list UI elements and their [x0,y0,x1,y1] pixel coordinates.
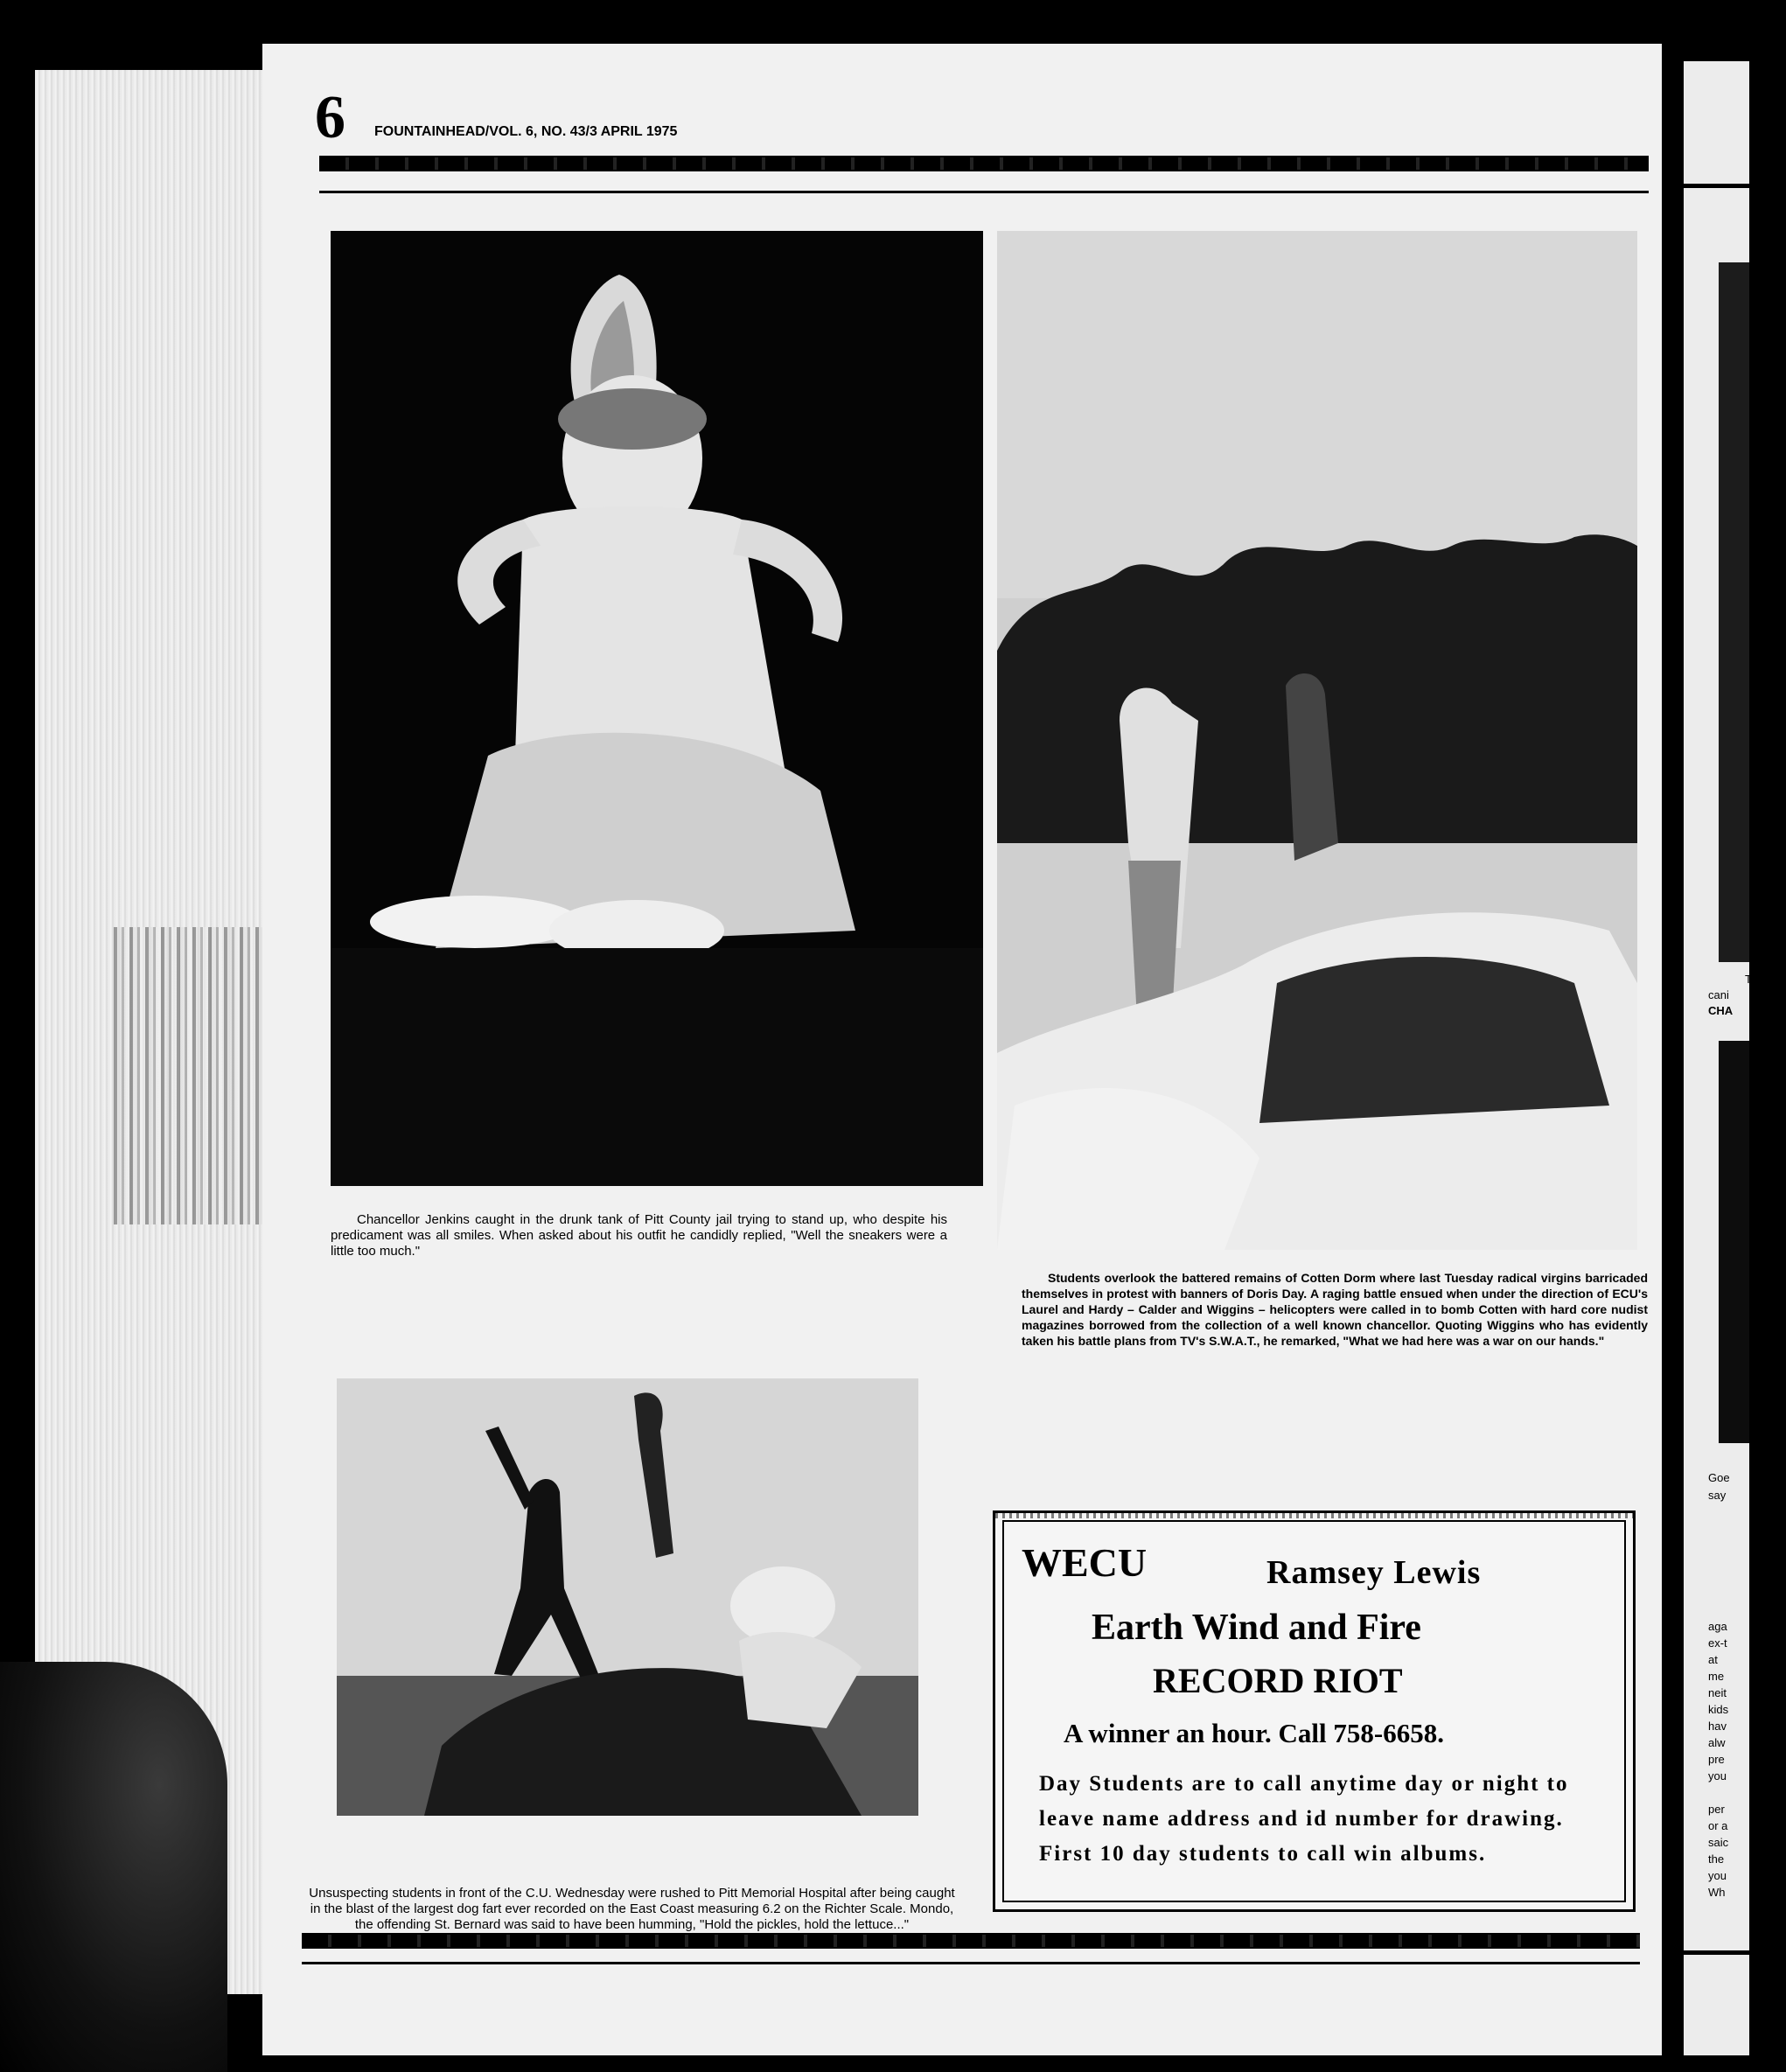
adjacent-column-line: the [1708,1852,1725,1866]
header-rule [319,156,1649,171]
ad-artist-2: Earth Wind and Fire [1092,1608,1421,1648]
caption-cotten-dorm: Students overlook the battered remains of Cotten Dorm where last Tuesday radical virgins barricaded themselves in protest with banners of Doris Day. A raging battle ensued when under the direction of ECU's Laurel and Hardy – Calder and Wiggins – helicopters were called in to bomb Cotten with hard core nudist magazines borrowed from the collection of a well known chancellor. Quoting Wiggins who has evidently taken his battle plans from TV's S.W.A.T., he remarked, "What we had here was a war on our hands." [1022,1271,1648,1348]
adjacent-column-line: kids [1708,1703,1729,1716]
caption-chancellor: Chancellor Jenkins caught in the drunk tank of Pitt County jail trying to stand up, who despite his predicament was all smiles. When asked about his outfit he candidly replied, "Well the sneakers were a little too much." [331,1212,947,1259]
header-thin-rule [319,191,1649,193]
adjacent-fragment-1: T [1745,973,1752,986]
ad-artist-1: Ramsey Lewis [1266,1554,1482,1591]
photo-students-cu [337,1378,918,1816]
adjacent-column-line: pre [1708,1753,1725,1766]
adjacent-text-column [1708,1618,1749,1901]
adjacent-column-line: neit [1708,1686,1727,1699]
ad-promo-line: A winner an hour. Call 758-6658. [1064,1718,1444,1748]
ad-border-decoration [995,1513,1633,1518]
photo-cotten-dorm-rubble [997,231,1637,1250]
adjacent-column-line: at [1708,1653,1718,1666]
adjacent-page-edge [1684,61,1752,2055]
adjacent-fragment-3: CHA [1708,1004,1734,1017]
adjacent-column-line: aga [1708,1620,1727,1633]
adjacent-column-line: per [1708,1803,1725,1816]
footer-thin-rule [302,1962,1640,1964]
adjacent-column-line: you [1708,1769,1727,1782]
adjacent-page-photo-2 [1719,1041,1749,1443]
adjacent-column-line: saic [1708,1836,1729,1849]
caption-students-cu: Unsuspecting students in front of the C.U. Wednesday were rushed to Pitt Memorial Hospital after being caught in the blast of the largest dog fart ever recorded on the East Coast measuring 6.2 on the Richter Scale. Mondo, the offending St. Bernard was said to have been humming, "Hold the pickles, hold the lettuce..." [309,1886,955,1932]
ad-station-name: WECU [1022,1540,1148,1585]
adjacent-fragment-2: cani [1708,988,1729,1001]
adjacent-column-line: hav [1708,1720,1727,1733]
ad-event-title: RECORD RIOT [1153,1661,1403,1700]
wecu-advertisement [993,1510,1636,1912]
adjacent-column-line: me [1708,1670,1725,1683]
thumb-shadow [0,1662,227,2072]
adjacent-column-line [1708,1784,1749,1801]
page-number: 6 [315,84,345,151]
adjacent-column-line: you [1708,1869,1727,1882]
ad-body-text: Day Students are to call anytime day or night to leave name address and id number for drawing. First 10 day students to call win albums. [1039,1772,1569,1866]
adjacent-page-photo [1719,262,1749,962]
library-stamp [114,927,262,1224]
footer-rule [302,1933,1640,1949]
masthead: FOUNTAINHEAD/VOL. 6, NO. 43/3 APRIL 1975 [374,124,678,139]
adjacent-fragment-4: Goe [1708,1471,1730,1484]
adjacent-page-rule [1684,184,1749,188]
adjacent-column-line: alw [1708,1736,1726,1749]
adjacent-column-line: or a [1708,1819,1728,1832]
photo-chancellor-costume [331,231,983,1186]
adjacent-column-line: Wh [1708,1886,1726,1899]
adjacent-page-footer-rule [1684,1950,1749,1955]
adjacent-column-line: ex-t [1708,1636,1727,1650]
adjacent-fragment-5: say [1708,1489,1727,1502]
